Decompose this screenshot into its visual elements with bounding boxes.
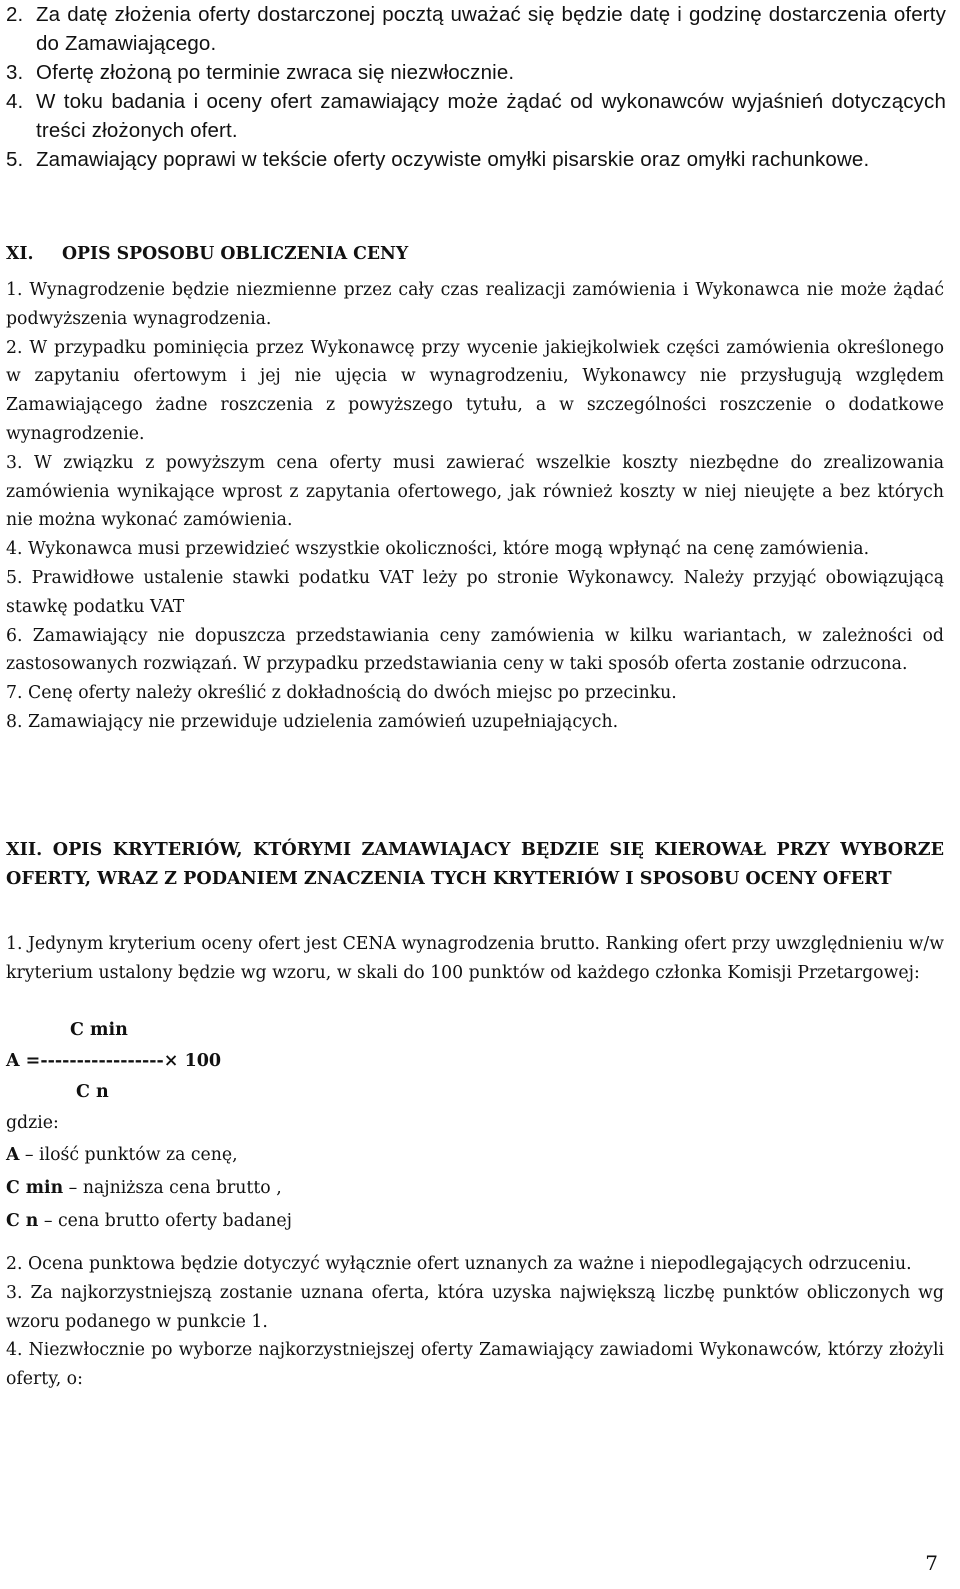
list-item xyxy=(6,0,946,58)
list-item-number: 5. xyxy=(6,148,24,171)
paragraph: 4. Wykonawca musi przewidzieć wszystkie okoliczności, które mogą wpłynąć na cenę zamówienia. xyxy=(6,539,870,560)
paragraph: 2. W przypadku pominięcia przez Wykonawcę przy wycenie jakiejkolwiek części zamówienia określonego w zapytaniu ofertowym i jej nie ujęcia w wynagrodzeniu, Wykonawcy nie przysługują względem Zamawiającego żadne roszczenia z powyższego tytułu, a w szczególności roszczenie o dodatkowe wynagrodzenie. xyxy=(6,337,944,444)
paragraph: 8. Zamawiający nie przewiduje udzielenia zamówień uzupełniających. xyxy=(6,711,619,732)
legend-desc: – najniższa cena brutto , xyxy=(63,1178,282,1198)
list-item-text: W toku badania i oceny ofert zamawiający może żądać od wykonawców wyjaśnień dotyczących treści złożonych ofert. xyxy=(36,90,946,142)
section-xii-heading: XII. OPIS KRYTERIÓW, KTÓRYMI ZAMAWIAJACY BĘDZIE SIĘ KIEROWAŁ PRZY WYBORZE OFERTY, WRAZ Z PODANIEM ZNACZENIA TYCH KRYTERIÓW I SPOSOBU OCENY OFERT xyxy=(6,839,944,889)
section-xii-intro xyxy=(6,930,944,988)
paragraph: 7. Cenę oferty należy określić z dokładnością do dwóch miejsc po przecinku. xyxy=(6,683,677,704)
legend-desc: – ilość punktów za cenę, xyxy=(19,1145,238,1165)
legend-item-cmin xyxy=(6,1178,282,1198)
legend-symbol: C min xyxy=(6,1178,64,1198)
paragraph: 3. W związku z powyższym cena oferty musi zawierać wszelkie koszty niezbędne do zrealizowania zamówienia wynikające wprost z zapytania ofertowego, jak również koszty w niej nieujęte a bez których nie można wykonać zamówienia. xyxy=(6,452,944,531)
list-item-text: Zamawiający poprawi w tekście oferty oczywiste omyłki pisarskie oraz omyłki rachunkowe. xyxy=(36,148,870,171)
section-xi-body xyxy=(6,276,944,737)
section-xi-title: OPIS SPOSOBU OBLICZENIA CENY xyxy=(62,244,409,264)
list-item-text: Za datę złożenia oferty dostarczonej pocztą uważać się będzie datę i godzinę dostarczenia oferty do Zamawiającego. xyxy=(36,3,946,55)
paragraph: 1. Jedynym kryterium oceny ofert jest CENA wynagrodzenia brutto. Ranking ofert przy uwzględnieniu w/w kryterium ustalony będzie wg wzoru, w skali do 100 punktów od każdego członka Komisji Przetargowej: xyxy=(6,934,944,983)
legend-symbol: C n xyxy=(6,1211,39,1231)
list-item-text: Ofertę złożoną po terminie zwraca się niezwłocznie. xyxy=(36,61,515,84)
legend-item-a xyxy=(6,1145,238,1165)
list-item xyxy=(6,58,946,87)
list-item-number: 2. xyxy=(6,3,24,26)
list-item xyxy=(6,87,946,145)
section-xi-number: XI. xyxy=(6,244,34,264)
section-xii-body xyxy=(6,1250,944,1394)
legend-symbol: A xyxy=(6,1145,20,1165)
list-item-number: 3. xyxy=(6,61,24,84)
paragraph: 6. Zamawiający nie dopuszcza przedstawiania ceny zamówienia w kilku wariantach, w zależności od zastosowanych rozwiązań. W przypadku przedstawiania ceny w taki sposób oferta zostanie odrzucona. xyxy=(6,625,944,675)
list-item xyxy=(6,145,946,174)
where-label: gdzie: xyxy=(6,1113,59,1133)
paragraph: 2. Ocena punktowa będzie dotyczyć wyłącznie ofert uznanych za ważne i niepodlegających odrzuceniu. xyxy=(6,1254,912,1274)
paragraph: 1. Wynagrodzenie będzie niezmienne przez cały czas realizacji zamówienia i Wykonawca nie może żądać podwyższenia wynagrodzenia. xyxy=(6,280,944,329)
list-item-number: 4. xyxy=(6,90,24,113)
formula-main-line: A =-----------------× 100 xyxy=(6,1051,222,1071)
paragraph: 4. Niezwłocznie po wyborze najkorzystniejszej oferty Zamawiający zawiadomi Wykonawców, którzy złożyli oferty, o: xyxy=(6,1340,944,1390)
formula-denominator: C n xyxy=(76,1082,109,1102)
paragraph: 5. Prawidłowe ustalenie stawki podatku VAT leży po stronie Wykonawcy. Należy przyjąć obowiązującą stawkę podatku VAT xyxy=(6,567,944,617)
legend-desc: – cena brutto oferty badanej xyxy=(38,1211,292,1231)
legend-item-cn xyxy=(6,1211,292,1231)
paragraph: 3. Za najkorzystniejszą zostanie uznana oferta, która uzyska największą liczbę punktów obliczonych wg wzoru podanego w punkcie 1. xyxy=(6,1282,944,1332)
top-numbered-list xyxy=(6,0,946,174)
section-xi-heading xyxy=(6,240,408,269)
formula-numerator: C min xyxy=(70,1020,128,1040)
page-number: 7 xyxy=(925,1551,938,1575)
